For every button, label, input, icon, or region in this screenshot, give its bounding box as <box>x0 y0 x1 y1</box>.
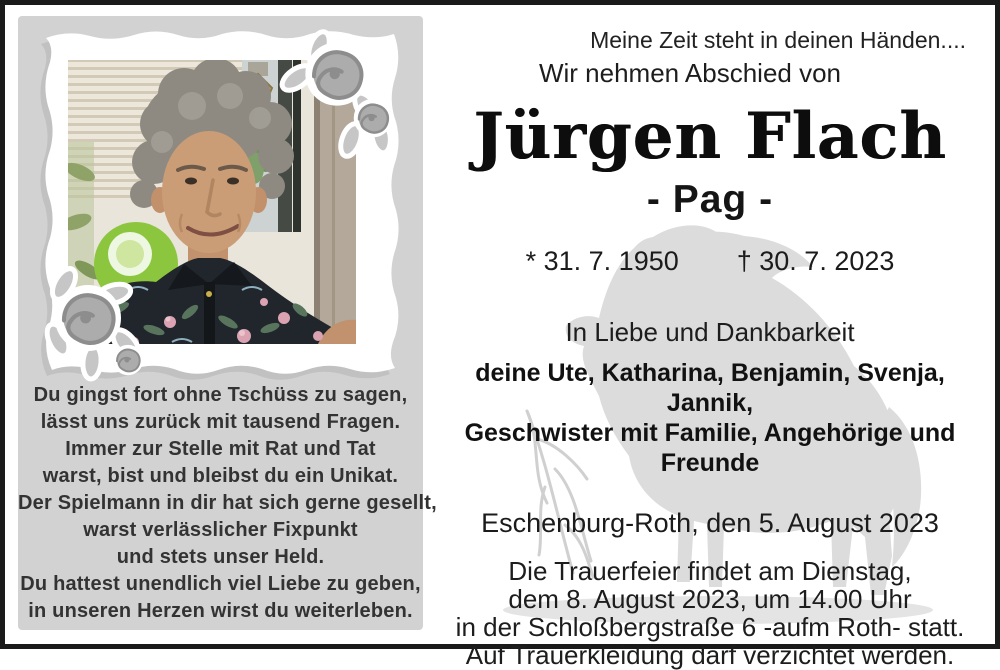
poem-line: lässt uns zurück mit tausend Fragen. <box>40 411 401 433</box>
poem-line: warst, bist und bleibst du ein Unikat. <box>42 465 399 487</box>
epigraph: Meine Zeit steht in deinen Händen.... <box>590 27 966 53</box>
place-and-date: Eschenburg-Roth, den 5. August 2023 <box>481 508 939 539</box>
poem-line: in unseren Herzen wirst du weiterleben. <box>28 600 413 622</box>
poem-line: und stets unser Held. <box>116 546 325 568</box>
poem-line: warst verlässlicher Fixpunkt <box>83 519 358 541</box>
funeral-details <box>430 557 990 669</box>
birth-date: * 31. 7. 1950 <box>525 246 679 277</box>
funeral-line: dem 8. August 2023, um 14.00 Uhr <box>508 584 912 615</box>
deceased-name: Jürgen Flach <box>473 99 947 174</box>
poem-line: Immer zur Stelle mit Rat und Tat <box>65 438 376 460</box>
mourners-line: Geschwister mit Familie, Angehörige und Freunde <box>464 419 956 478</box>
portrait-photo-frame <box>32 22 408 378</box>
life-dates <box>430 246 990 277</box>
gratitude-line: In Liebe und Dankbarkeit <box>565 317 855 348</box>
mourners-line: deine Ute, Katharina, Benjamin, Svenja, Jannik, <box>475 359 945 418</box>
funeral-line: Die Trauerfeier findet am Dienstag, <box>508 556 912 587</box>
farewell-intro: Wir nehmen Abschied von <box>538 58 842 88</box>
poem-line: Der Spielmann in dir hat sich gerne gesellt, <box>18 492 437 514</box>
memorial-poem <box>18 382 437 625</box>
mourners-names <box>430 358 990 478</box>
obituary-text-column <box>430 15 990 670</box>
funeral-line: in der Schloßbergstraße 6 -aufm Roth- statt. <box>455 612 965 643</box>
deceased-nickname: - Pag - <box>646 178 774 222</box>
poem-line: Du hattest unendlich viel Liebe zu geben, <box>20 573 421 595</box>
death-date: † 30. 7. 2023 <box>736 246 895 277</box>
photo-poem-panel <box>18 16 437 630</box>
poem-line: Du gingst fort ohne Tschüss zu sagen, <box>33 384 408 406</box>
funeral-line: Auf Trauerkleidung darf verzichtet werden. <box>465 640 955 670</box>
portrait-photo <box>32 22 408 378</box>
